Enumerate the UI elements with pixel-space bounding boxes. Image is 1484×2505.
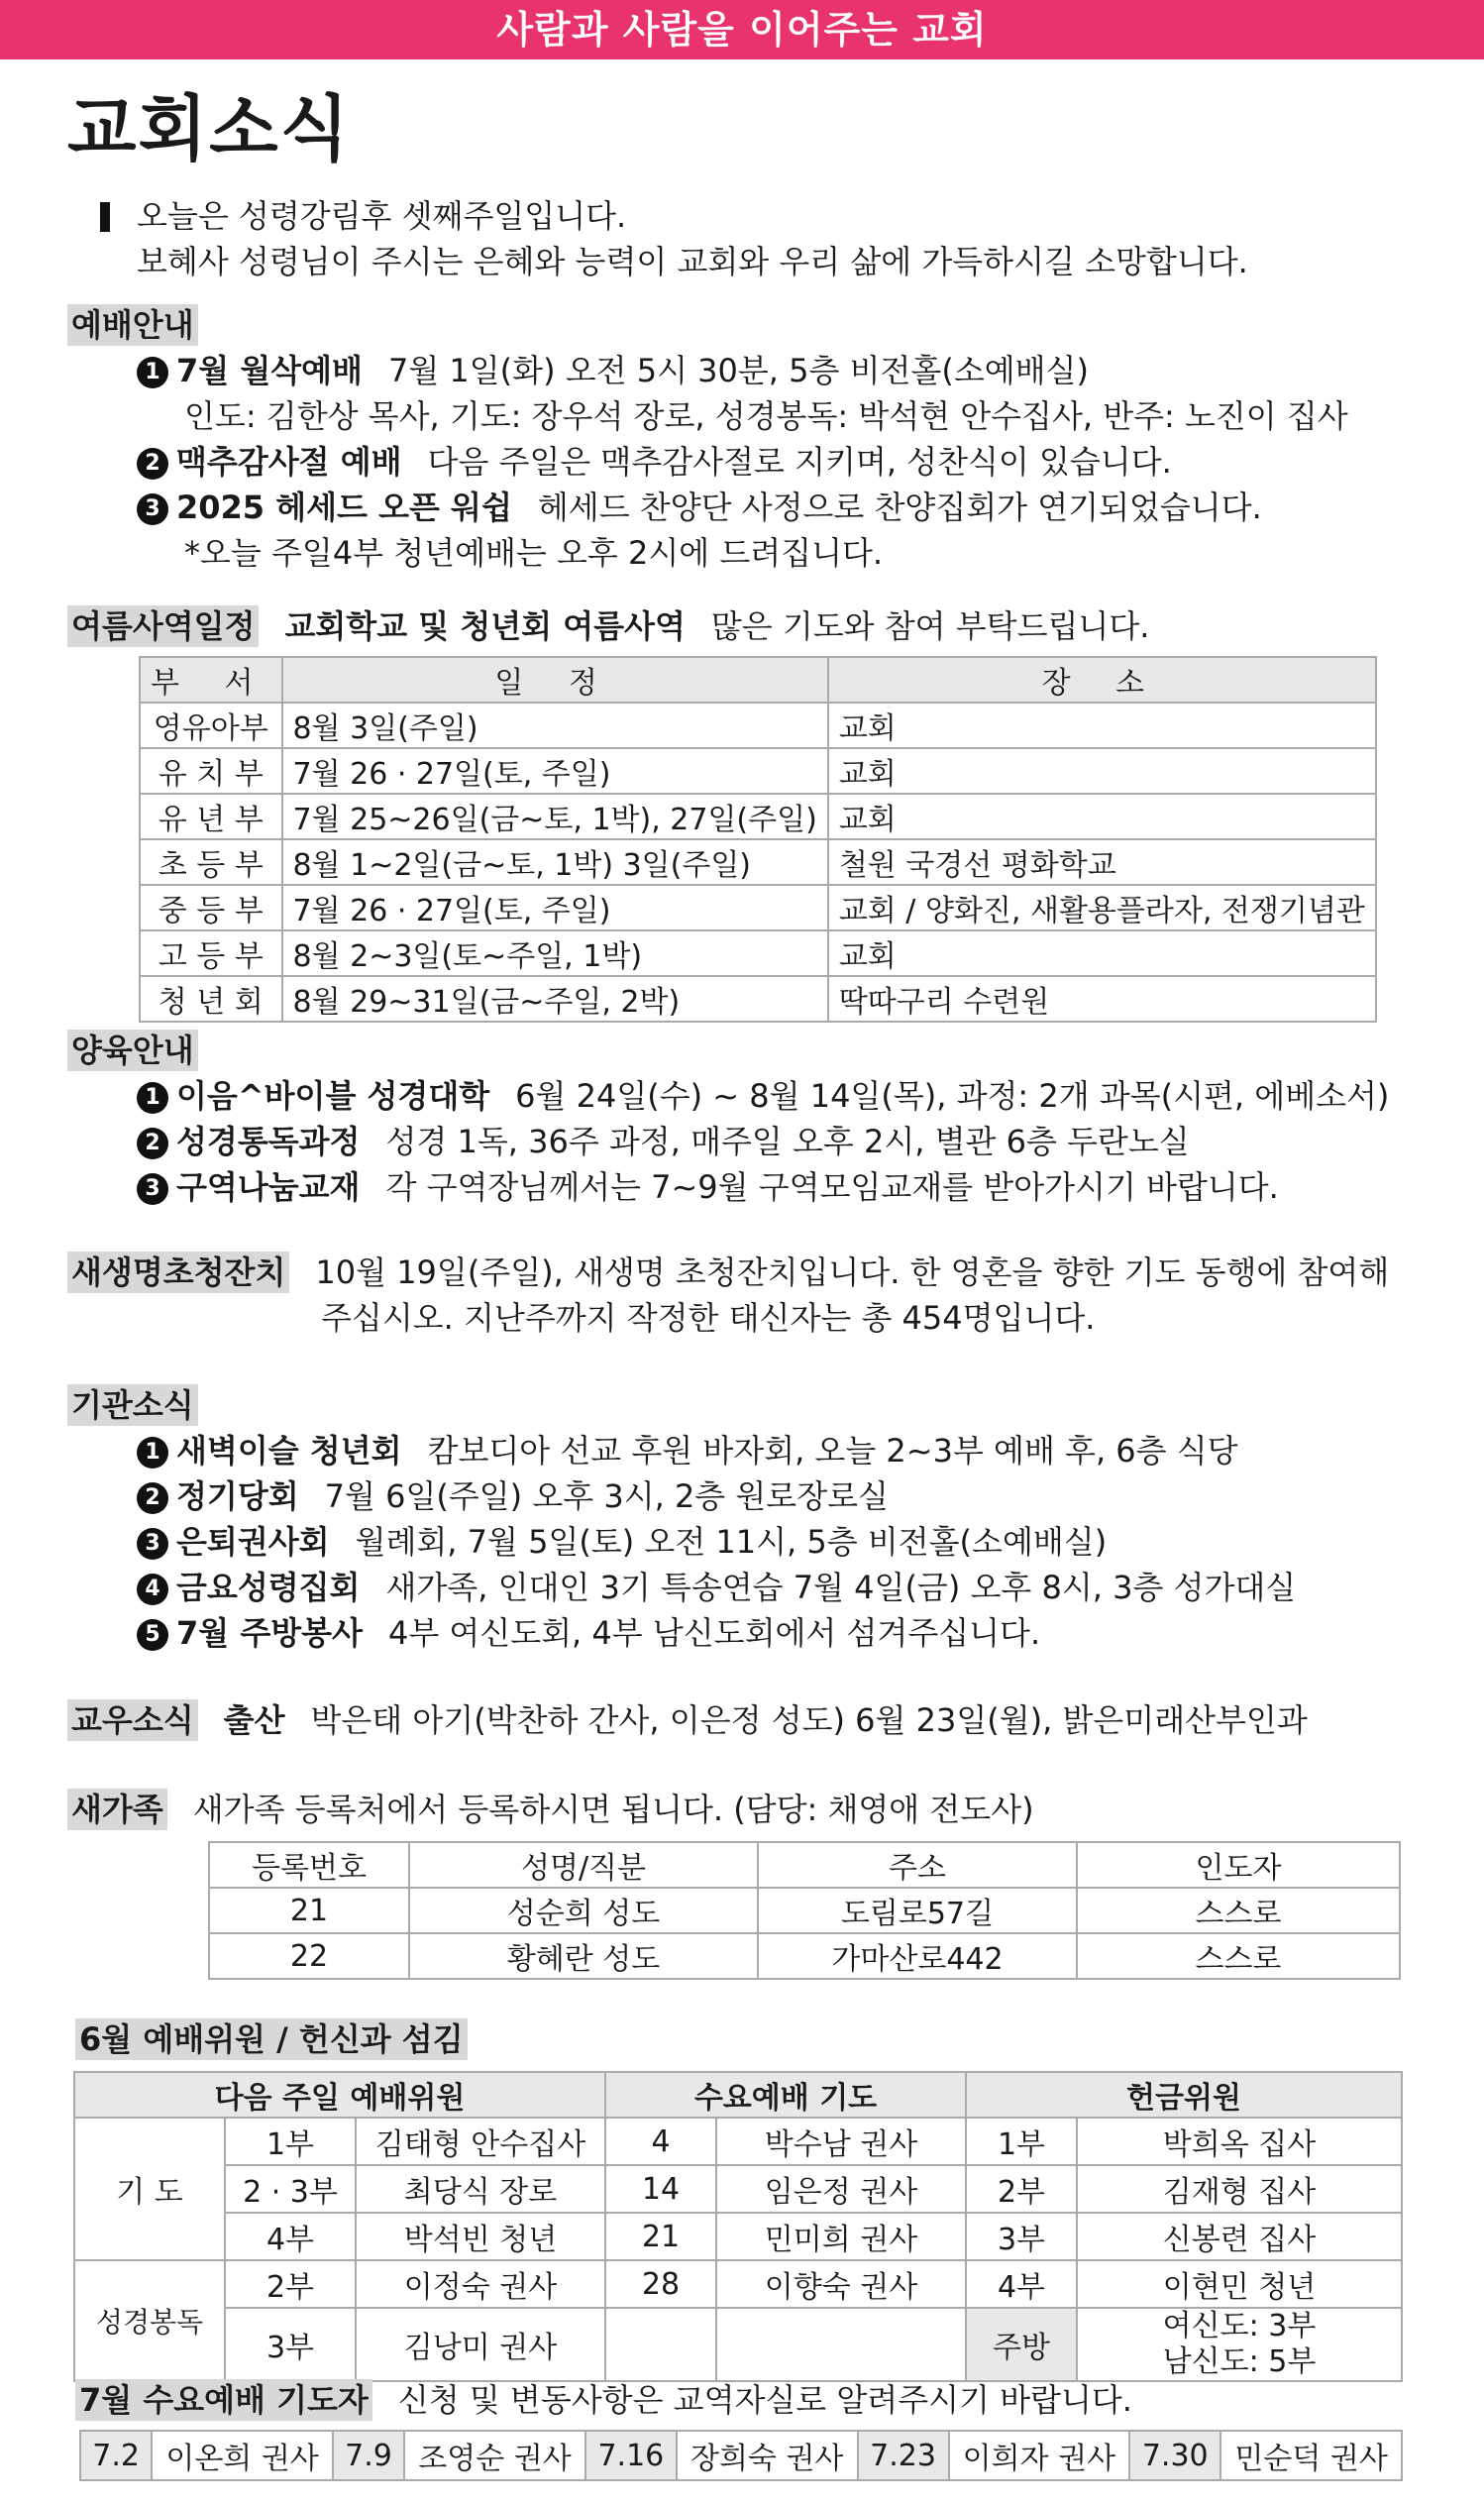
newfamily-label: 새가족 — [67, 1789, 167, 1830]
table-row: 기 도 1부 김태형 안수집사 4 박수남 권사 1부 박희옥 집사 — [74, 2118, 1402, 2165]
org-label: 기관소식 — [67, 1384, 198, 1426]
intro-line2: 보혜사 성령님이 주시는 은혜와 능력이 교회와 우리 삶에 가득하시길 소망합니다. — [137, 243, 1248, 280]
june-label: 6월 예배위원 / 헌신과 섬김 — [75, 2018, 468, 2060]
header-banner: 사람과 사람을 이어주는 교회 — [0, 0, 1484, 59]
summer-table — [139, 656, 1377, 1023]
worship-item-2: 2 맥추감사절 예배 다음 주일은 맥추감사절로 지키며, 성찬식이 있습니다. — [137, 440, 1172, 485]
table-row: 유 치 부 7월 26 · 27일(토, 주일) 교회 — [140, 748, 1376, 794]
summer-header: 부 서 — [140, 657, 282, 703]
page-title: 교회소식 — [67, 86, 352, 170]
number-1-icon: 1 — [137, 357, 168, 388]
worship-note: *오늘 주일4부 청년예배는 오후 2시에 드려집니다. — [184, 534, 884, 572]
members-section: 교우소식 출산 박은태 아기(박찬하 간사, 이은정 성도) 6월 23일(월), 밝은미래산부인과 — [67, 1698, 1308, 1743]
table-row: 7.2 이온희 권사 7.9 조영순 권사 7.16 장희숙 권사 7.23 이희자 권사 7.30 민순덕 권사 — [80, 2431, 1402, 2480]
org-section — [67, 1383, 198, 1428]
nurture-section — [67, 1029, 198, 1073]
table-row: 청 년 회 8월 29~31일(금~주일, 2박) 딱따구리 수련원 — [140, 976, 1376, 1022]
june-table — [73, 2071, 1403, 2382]
number-4-icon: 4 — [137, 1574, 168, 1605]
intro-line1: 오늘은 성령강림후 셋째주일입니다. — [137, 197, 627, 235]
june-header-wed: 수요예배 기도 — [605, 2072, 966, 2118]
number-2-icon: 2 — [137, 1482, 168, 1514]
newlife-label: 새생명초청잔치 — [67, 1252, 289, 1293]
nurture-item-2: 2 성경통독과정 성경 1독, 36주 과정, 매주일 오후 2시, 별관 6층 두란노실 — [137, 1120, 1190, 1164]
worship-item-3: 3 2025 헤세드 오픈 워쉽 헤세드 찬양단 사정으로 찬양집회가 연기되었습니다. — [137, 486, 1262, 530]
table-row: 영유아부 8월 3일(주일) 교회 — [140, 703, 1376, 748]
table-row: 성경봉독 2부 이정숙 권사 28 이향숙 권사 4부 이현민 청년 — [74, 2260, 1402, 2308]
july-section: 7월 수요예배 기도자 신청 및 변동사항은 교역자실로 알려주시기 바랍니다. — [75, 2378, 1132, 2423]
number-1-icon: 1 — [137, 1437, 168, 1469]
summer-header: 장 소 — [828, 657, 1376, 703]
bullet-bar-icon — [100, 202, 110, 232]
number-2-icon: 2 — [137, 1128, 168, 1159]
org-item-2: 2 정기당회 7월 6일(주일) 오후 3시, 2층 원로장로실 — [137, 1474, 889, 1519]
summer-header: 일 정 — [282, 657, 828, 703]
table-row: 3부 김낭미 권사 주방 여신도: 3부 남신도: 5부 — [74, 2308, 1402, 2381]
number-1-icon: 1 — [137, 1082, 168, 1114]
number-5-icon: 5 — [137, 1619, 168, 1651]
number-2-icon: 2 — [137, 448, 168, 480]
org-item-3: 3 은퇴권사회 월례회, 7월 5일(토) 오전 11시, 5층 비전홀(소예배실) — [137, 1520, 1107, 1565]
prayer-label: 기 도 — [74, 2118, 225, 2260]
worship-item-1: 1 7월 월삭예배 7월 1일(화) 오전 5시 30분, 5층 비전홀(소예배실) — [137, 349, 1089, 393]
table-row: 초 등 부 8월 1~2일(금~토, 1박) 3일(주일) 철원 국경선 평화학교 — [140, 839, 1376, 885]
june-section — [75, 2017, 468, 2062]
summer-label: 여름사역일정 — [67, 605, 259, 647]
number-3-icon: 3 — [137, 1173, 168, 1205]
newlife-section: 새생명초청잔치 10월 19일(주일), 새생명 초청잔치입니다. 한 영혼을 향한 기도 동행에 참여해 — [67, 1251, 1389, 1295]
table-row: 고 등 부 8월 2~3일(토~주일, 1박) 교회 — [140, 930, 1376, 976]
table-row: 2 · 3부 최당식 장로 14 임은정 권사 2부 김재형 집사 — [74, 2165, 1402, 2213]
worship-section — [67, 303, 198, 348]
org-item-1: 1 새벽이슬 청년회 캄보디아 선교 후원 바자회, 오늘 2~3부 예배 후, 6층 식당 — [137, 1429, 1238, 1473]
reading-label: 성경봉독 — [74, 2260, 225, 2381]
table-row: 4부 박석빈 청년 21 민미희 권사 3부 신봉련 집사 — [74, 2213, 1402, 2260]
summer-heading: 여름사역일정 교회학교 및 청년회 여름사역 많은 기도와 참여 부탁드립니다. — [67, 604, 1149, 649]
kitchen-label: 주방 — [966, 2308, 1077, 2381]
nurture-item-3: 3 구역나눔교재 각 구역장님께서는 7~9월 구역모임교재를 받아가시기 바랍니다. — [137, 1165, 1279, 1210]
nurture-item-1: 1 이음^바이블 성경대학 6월 24일(수) ~ 8월 14일(목), 과정: 2개 과목(시편, 에베소서) — [137, 1074, 1389, 1119]
table-row: 중 등 부 7월 26 · 27일(토, 주일) 교회 / 양화진, 새활용플라자, 전쟁기념관 — [140, 885, 1376, 930]
number-3-icon: 3 — [137, 1528, 168, 1560]
newlife-line2: 주십시오. 지난주까지 작정한 태신자는 총 454명입니다. — [321, 1299, 1096, 1337]
table-row: 22 황혜란 성도 가마산로442 스스로 — [209, 1933, 1400, 1979]
number-3-icon: 3 — [137, 493, 168, 525]
newfamily-section: 새가족 새가족 등록처에서 등록하시면 됩니다. (담당: 채영애 전도사) — [67, 1788, 1034, 1832]
org-item-4: 4 금요성령집회 새가족, 인대인 3기 특송연습 7월 4일(금) 오후 8시, 3층 성가대실 — [137, 1566, 1296, 1610]
july-label: 7월 수요예배 기도자 — [75, 2379, 372, 2421]
newfamily-table: 등록번호 성명/직분 주소 인도자 21 성순희 성도 도림로57길 스스로 22 황혜란 성도 가마산로442 스스로 — [208, 1841, 1401, 1980]
june-header-next: 다음 주일 예배위원 — [74, 2072, 605, 2118]
worship-item-1-sub: 인도: 김한상 목사, 기도: 장우석 장로, 성경봉독: 박석현 안수집사, 반주: 노진이 집사 — [184, 397, 1348, 435]
members-label: 교우소식 — [67, 1699, 198, 1741]
worship-label: 예배안내 — [67, 304, 198, 346]
table-row: 21 성순희 성도 도림로57길 스스로 — [209, 1888, 1400, 1933]
june-header-offer: 헌금위원 — [966, 2072, 1402, 2118]
org-item-5: 5 7월 주방봉사 4부 여신도회, 4부 남신도회에서 섬겨주십니다. — [137, 1611, 1040, 1656]
july-table — [79, 2430, 1403, 2481]
nurture-label: 양육안내 — [67, 1030, 198, 1071]
table-row: 유 년 부 7월 25~26일(금~토, 1박), 27일(주일) 교회 — [140, 794, 1376, 839]
